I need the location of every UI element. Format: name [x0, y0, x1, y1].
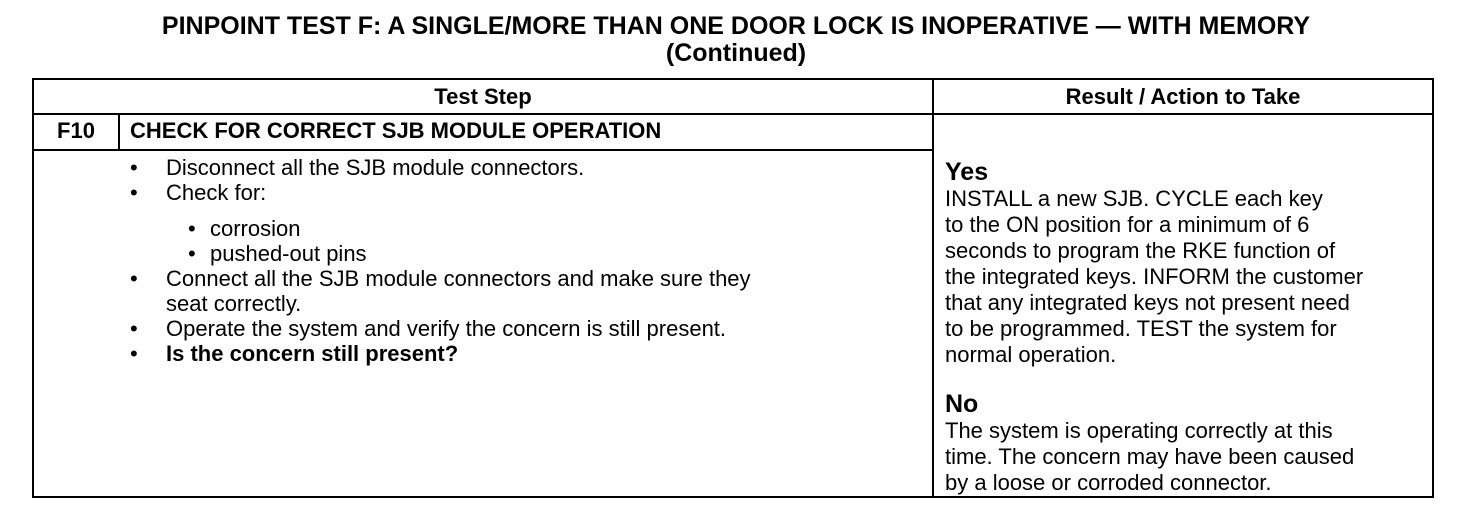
instruction-connect: Connect all the SJB module connectors and make sure they: [166, 266, 751, 291]
page-title: [0, 13, 1472, 67]
result-no-label: No: [945, 390, 979, 418]
bullet: •: [130, 341, 138, 366]
bullet: •: [130, 155, 138, 180]
sub-bullet: •: [188, 216, 196, 241]
header-divider: [34, 113, 1432, 115]
no-line: by a loose or corroded connector.: [945, 470, 1272, 495]
yes-line: that any integrated keys not present need: [945, 290, 1350, 315]
no-line: The system is operating correctly at this: [945, 418, 1333, 443]
instruction-check-for: Check for:: [166, 180, 267, 205]
yes-line: to be programmed. TEST the system for: [945, 316, 1337, 341]
result-column: [945, 152, 1435, 496]
bullet: •: [130, 316, 138, 341]
yes-line: to the ON position for a minimum of 6: [945, 212, 1310, 237]
yes-line: the integrated keys. INFORM the customer: [945, 264, 1364, 289]
yes-line: INSTALL a new SJB. CYCLE each key: [945, 186, 1323, 211]
no-line: time. The concern may have been caused: [945, 444, 1355, 469]
step-title-divider: [34, 149, 932, 151]
step-title: CHECK FOR CORRECT SJB MODULE OPERATION: [130, 118, 662, 143]
check-item-pins: pushed-out pins: [210, 241, 367, 266]
instruction-question: Is the concern still present?: [166, 341, 459, 366]
result-yes-text: [945, 186, 1435, 368]
instruction-disconnect: Disconnect all the SJB module connectors.: [166, 155, 585, 180]
column-divider: [932, 80, 934, 496]
bullet: •: [130, 180, 138, 205]
header-test-step: Test Step: [434, 84, 532, 109]
title-line-2: (Continued): [665, 39, 807, 67]
instruction-connect-cont: seat correctly.: [166, 291, 302, 316]
yes-line: normal operation.: [945, 342, 1117, 367]
title-line-1: PINPOINT TEST F: A SINGLE/MORE THAN ONE DOOR LOCK IS INOPERATIVE — WITH MEMORY: [161, 12, 1311, 40]
bullet: •: [130, 266, 138, 291]
step-id: F10: [57, 118, 95, 143]
result-yes-label: Yes: [945, 158, 989, 186]
check-item-corrosion: corrosion: [210, 216, 301, 241]
step-id-divider: [118, 115, 120, 149]
result-no-text: [945, 418, 1435, 496]
instruction-operate: Operate the system and verify the concern is still present.: [166, 316, 727, 341]
yes-line: seconds to program the RKE function of: [945, 238, 1336, 263]
sub-bullet: •: [188, 241, 196, 266]
header-result: Result / Action to Take: [1065, 84, 1301, 109]
pinpoint-test-table: [32, 78, 1434, 498]
